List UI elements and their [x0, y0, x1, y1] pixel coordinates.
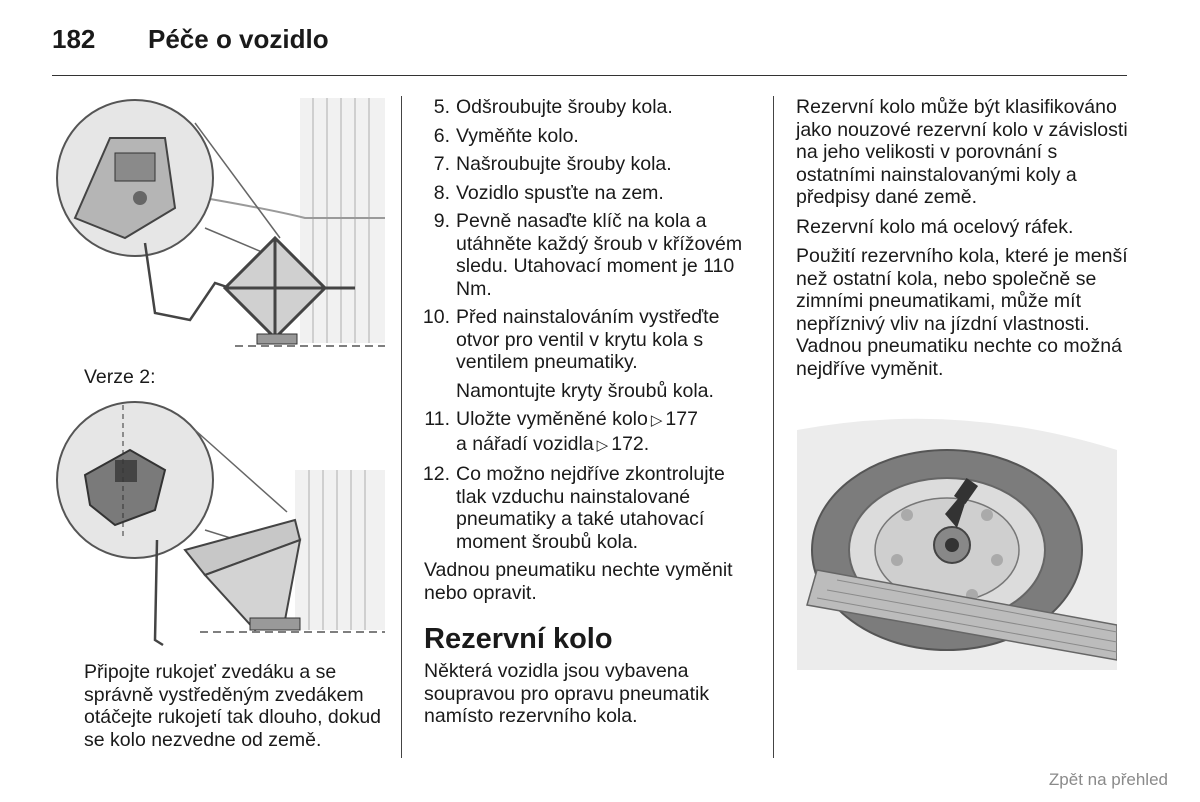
column-divider-right [773, 96, 774, 758]
step-text: Pevně nasaďte klíč na kola a utáhněte každý šroub v křížovém sledu. Utahovací moment je 110 Nm. [456, 210, 743, 300]
step-text: Vozidlo spusťte na zem. [456, 181, 664, 204]
reference-arrow-icon: ▷ [650, 412, 663, 429]
caption-text: Verze 2: [84, 366, 156, 388]
step-number: 9. [433, 210, 450, 232]
header-divider [52, 75, 1127, 76]
jack-illustration-1 [55, 98, 385, 360]
step-item [424, 306, 754, 402]
column-divider-left [401, 96, 402, 758]
middle-column [424, 96, 754, 735]
step-item [424, 408, 754, 457]
step-item [424, 210, 754, 300]
step-number: 10. [422, 306, 450, 328]
step-text: a nářadí vozidla [456, 432, 594, 455]
jack-illustration-2 [55, 400, 385, 655]
page-title: Péče o vozidlo [148, 24, 329, 54]
step-item [424, 153, 754, 176]
wheel-change-steps [424, 96, 754, 553]
step-number: 7. [433, 153, 450, 175]
step-number: 6. [433, 124, 450, 147]
step-text: Před nainstalováním vystřeďte otvor pro ventil v krytu kola s ventilem pneumatiky. [456, 306, 720, 373]
step-number: 8. [433, 181, 450, 204]
back-to-overview-link[interactable]: Zpět na přehled [1048, 770, 1168, 789]
step-item [424, 125, 754, 148]
section-heading-spare-wheel: Rezervní kolo [424, 623, 613, 655]
spare-wheel-paragraph-1: Rezervní kolo může být klasifikováno jako nouzové rezervní kolo v závislosti na jeho velikosti v porovnání s ostatními nainstalovanými koly a předpisy dané země. [796, 96, 1128, 208]
spare-wheel-intro: Některá vozidla jsou vybavena soupravou pro opravu pneumatik namísto rezervního kola. [424, 660, 710, 727]
step-text: Našroubujte šrouby kola. [456, 153, 672, 175]
step-item [424, 96, 754, 119]
step-text: Uložte vyměněné kolo [456, 408, 648, 430]
spare-wheel-illustration [797, 410, 1117, 670]
step-item [424, 182, 754, 205]
step-text: Odšroubujte šrouby kola. [456, 96, 673, 118]
replace-tire-note: Vadnou pneumatiku nechte vyměnit nebo opravit. [424, 559, 733, 604]
step-subtext: Namontujte kryty šroubů kola. [456, 379, 714, 402]
reference-arrow-icon: ▷ [596, 436, 609, 454]
spare-wheel-paragraph-3: Použití rezervního kola, které je menší než ostatní kola, nebo společně se zimními pneumatikami, může mít nepříznivý vliv na jízdní vlastnosti. Vadnou pneumatiku nechte co možná nejdříve vyměnit. [796, 245, 1128, 380]
step-item [424, 463, 754, 553]
jack-instructions-paragraph: Připojte rukojeť zvedáku a se správně vystředěným zvedákem otáčejte rukojetí tak dlouho, dokud se kolo nezvedne od země. [84, 661, 382, 751]
page-reference-link[interactable]: 177 [665, 408, 698, 430]
figure-caption-version-2 [84, 366, 394, 389]
page-header [52, 24, 1127, 58]
step-text: Co možno nejdříve zkontrolujte tlak vzduchu nainstalované pneumatiky a také utahovací moment šroubů kola. [456, 463, 725, 553]
step-number: 12. [422, 463, 450, 485]
step-number: 5. [433, 96, 450, 118]
right-column [796, 96, 1131, 387]
step-text: Vyměňte kolo. [456, 124, 579, 147]
step-number: 11. [424, 408, 450, 430]
page-number: 182 [52, 24, 96, 54]
page-reference-link[interactable]: 172. [611, 432, 650, 455]
spare-wheel-paragraph-2: Rezervní kolo má ocelový ráfek. [796, 215, 1074, 238]
left-column-text [84, 661, 394, 758]
